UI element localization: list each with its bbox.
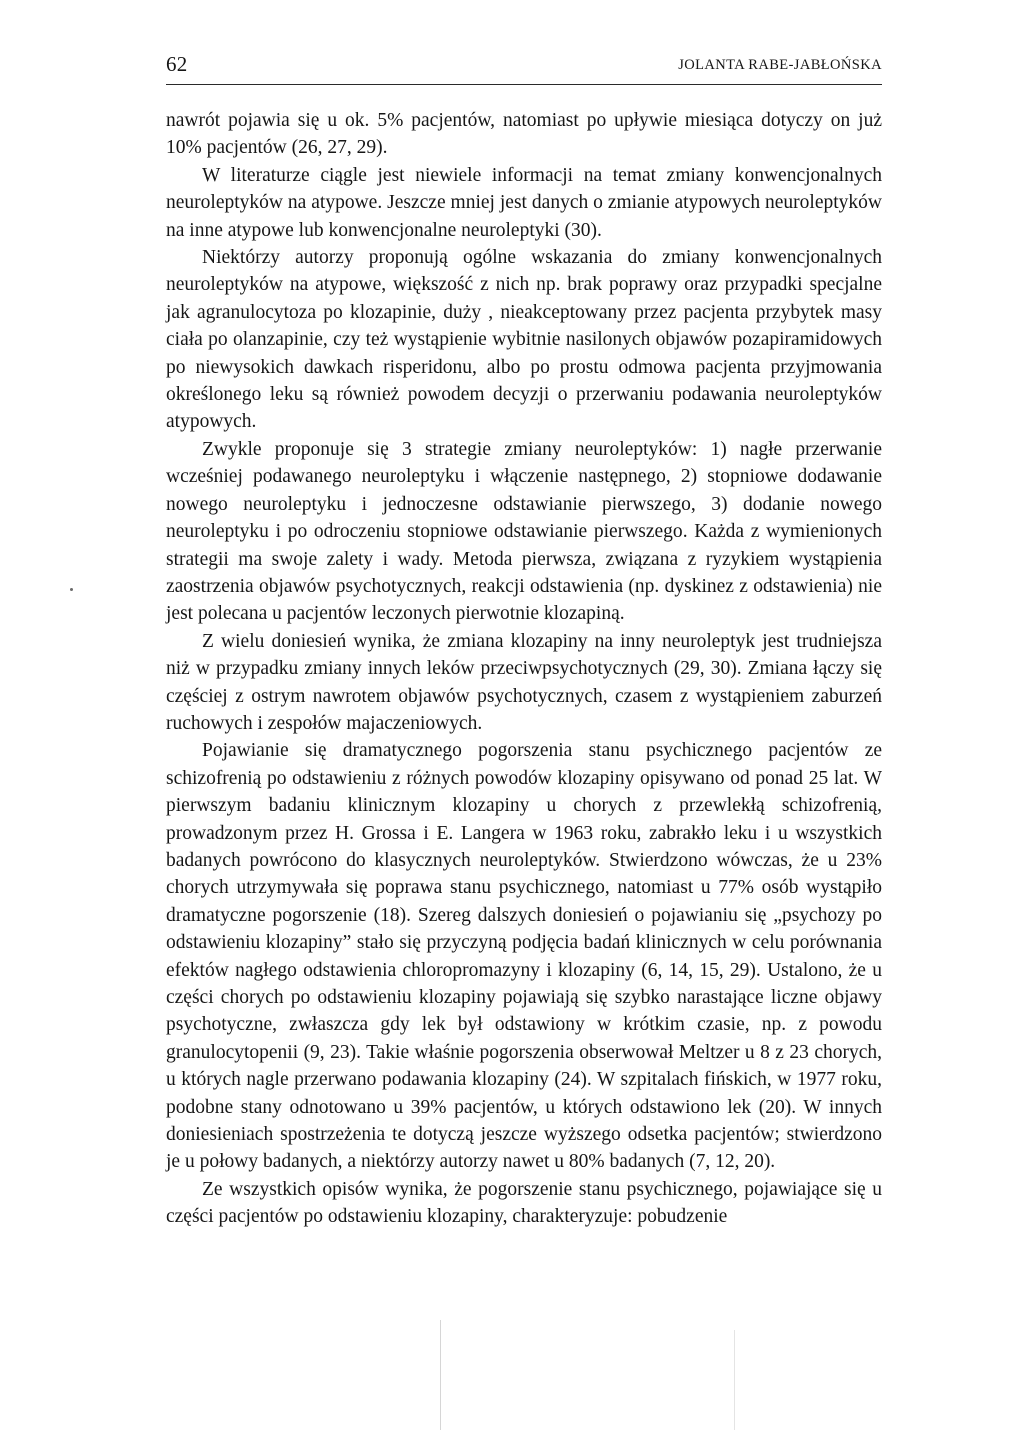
header-rule	[166, 84, 882, 85]
paragraph-3: Niektórzy autorzy proponują ogólne wskazania do zmiany konwencjonalnych neuroleptyków na atypowe, większość z nich np. brak poprawy oraz przypadki specjalne jak agranulocytoza po klozapinie, duży , nieakceptowany przez pacjenta przybytek masy ciała po olanzapinie, czy też wystąpienie wybitnie nasilonych objawów pozapiramidowych po niewysokich dawkach risperidonu, albo po prostu odmowa pacjenta przyjmowania określonego leku są również powodem decyzji o przerwaniu podawania neuroleptyków atypowych.	[166, 247, 882, 433]
paragraph-4: Zwykle proponuje się 3 strategie zmiany neuroleptyków: 1) nagłe przerwanie wcześniej podawanego neuroleptyku i włączenie następnego, 2) stopniowe dodawanie nowego neuroleptyku i jednoczesne odstawianie pierwszego, 3) dodanie nowego neuroleptyku i po odroczeniu stopniowe odstawianie pierwszego. Każda z wymienionych strategii ma swoje zalety i wady. Metoda pierwsza, związana z ryzykiem wystąpienia zaostrzenia objawów psychotycznych, reakcji odstawienia (np. dyskinez z odstawienia) nie jest polecana u pacjentów leczonych pierwotnie klozapiną.	[166, 438, 882, 625]
running-header	[166, 52, 882, 82]
scan-bleed-line	[440, 1320, 441, 1430]
paragraph-2: W literaturze ciągle jest niewiele informacji na temat zmiany konwencjonalnych neuroleptyków na atypowe. Jeszcze mniej jest danych o zmianie atypowych neuroleptyków na inne atypowe lub konwencjonalne neuroleptyki (30).	[166, 164, 882, 241]
paragraph-1: nawrót pojawia się u ok. 5% pacjentów, natomiast po upływie miesiąca dotyczy on już 10% pacjentów (26, 27, 29).	[166, 110, 882, 159]
running-head-author: JOLANTA RABE-JABŁOŃSKA	[678, 57, 882, 73]
body-text	[166, 107, 882, 1231]
scan-speck	[70, 588, 73, 591]
scan-bleed-line	[734, 1330, 735, 1430]
page-number: 62	[166, 52, 188, 76]
paragraph-7: Ze wszystkich opisów wynika, że pogorszenie stanu psychicznego, pojawiające się u części pacjentów po odstawieniu klozapiny, charakteryzuje: pobudzenie	[166, 1178, 882, 1228]
paragraph-5: Z wielu doniesień wynika, że zmiana klozapiny na inny neuroleptyk jest trudniejsza niż w przypadku zmiany innych leków przeciwpsychotycznych (29, 30). Zmiana łączy się częściej z ostrym nawrotem objawów psychotycznych, czasem z wystąpieniem zaburzeń ruchowych i zespołów majaczeniowych.	[166, 630, 882, 734]
paragraph-6: Pojawianie się dramatycznego pogorszenia stanu psychicznego pacjentów ze schizofrenią po odstawieniu z różnych powodów klozapiny opisywano od ponad 25 lat. W pierwszym badaniu klinicznym klozapiny u chorych z przewlekłą schizofrenią, prowadzonym przez H. Grossa i E. Langera w 1963 roku, zabrakło leku i u wszystkich badanych powrócono do klasycznych neuroleptyków. Stwierdzono wówczas, że u 23% chorych utrzymywała się poprawa stanu psychicznego, natomiast u 77% osób wystąpiło dramatyczne pogorszenie (18). Szereg dalszych doniesień o pojawianiu się „psychozy po odstawieniu klozapiny” stało się przyczyną podjęcia badań klinicznych w celu porównania efektów nagłego odstawienia chloropromazyny i klozapiny (6, 14, 15, 29). Ustalono, że u części chorych po odstawieniu klozapiny pojawiają się szybko narastające liczne objawy psychotyczne, zwłaszcza gdy lek był odstawiony w krótkim czasie, np. z powodu granulocytopenii (9, 23). Takie właśnie pogorszenia obserwował Meltzer u 8 z 23 chorych, u których nagle przerwano podawania klozapiny (24). W szpitalach fińskich, w 1977 roku, podobne stany odnotowano u 39% pacjentów, u których odstawiono lek (20). W innych doniesieniach spostrzeżenia te dotyczą jeszcze wyższego odsetka pacjentów; stwierdzono je u połowy badanych, a niektórzy autorzy nawet u 80% badanych (7, 12, 20).	[166, 740, 882, 1173]
